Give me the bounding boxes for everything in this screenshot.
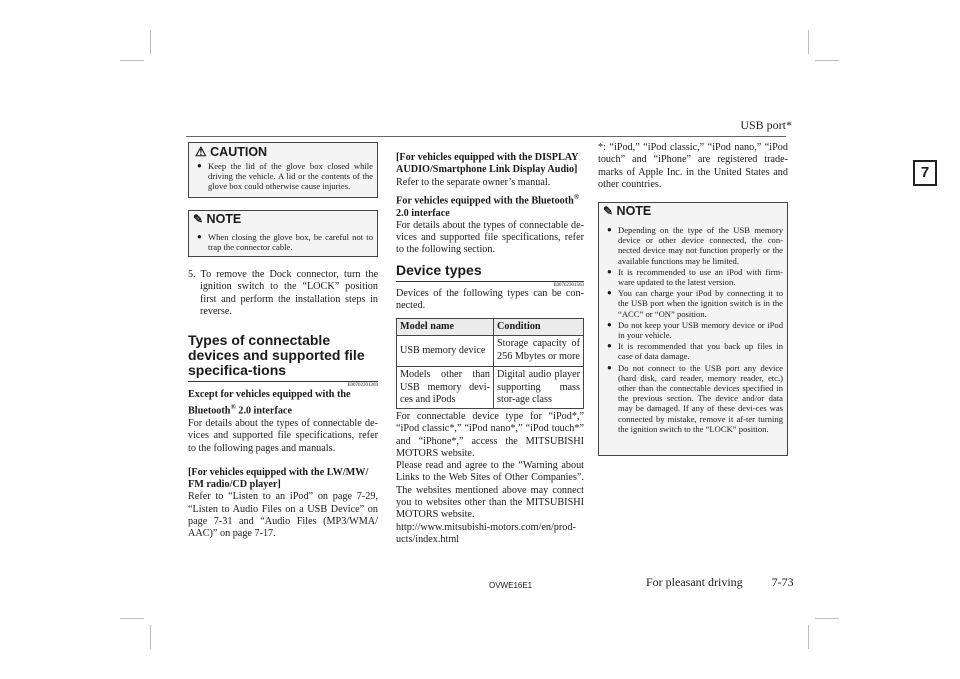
caution-item: ● Keep the lid of the glove box closed while driving the vehicle. A lid or the contents of the glove box could otherwise cause injuries. (197, 161, 373, 192)
types-body (188, 389, 378, 541)
crop-mark (150, 30, 151, 54)
note2-item: ● Do not keep your USB memory device or iPod in your vehicle. (607, 319, 783, 341)
bullet-icon: ● (607, 362, 612, 372)
note2-item: ● Depending on the type of the USB memory device or other device connected, the con-nected device may not function properly or the available functions may be limited. (607, 225, 783, 266)
note2-item: ● You can charge your iPod by connecting it to the USB port when the ignition switch is in the “ACC” or “ON” position. (607, 288, 783, 319)
crop-mark (150, 625, 151, 649)
bullet-icon: ● (197, 232, 202, 241)
table-row (397, 367, 584, 409)
trademark-note: *: “iPod,” “iPod classic,” “iPod nano,” “iPod touch” and “iPhone” are registered trade-marks of Apple Inc. in the United States and other countries. (598, 142, 788, 190)
note-body (197, 232, 373, 253)
caution-title: CAUTION (210, 145, 268, 159)
header-rule (186, 136, 786, 137)
device-body-1: For connectable device type for “iPod*,” “iPod classic*,” “iPod nano*,” “iPod touch*” and “iPhone*,” access the MITSUBISHI MOTORS website. (396, 411, 584, 459)
caution-title-row (195, 144, 267, 160)
note-item: ● When closing the glove box, be careful not to trap the connector cable. (197, 232, 373, 253)
middle-top (396, 152, 584, 257)
note-title-row (193, 212, 241, 226)
bullet-icon: ● (607, 266, 612, 276)
device-table (396, 318, 584, 409)
except-heading: Except for vehicles equipped with the Bluetooth® 2.0 interface (188, 389, 351, 417)
types-code: E00762201269 (347, 383, 378, 388)
bullet-icon: ● (607, 225, 612, 234)
table-header: Model name (397, 319, 494, 336)
note2-item: ● It is recommended to use an iPod with firm-ware updated to the latest version. (607, 266, 783, 288)
types-heading: Types of connectable devices and supported file specifica-tions (188, 332, 365, 378)
device-types-heading: Device types (396, 262, 482, 278)
note2-title-row (603, 204, 651, 218)
note-box-2 (598, 202, 788, 456)
bullet-icon: ● (607, 341, 612, 351)
footer-code: OVWE16E1 (489, 581, 533, 590)
bullet-icon: ● (197, 161, 202, 170)
table-cell: USB memory device (397, 336, 494, 367)
note2-title: NOTE (616, 204, 652, 218)
except-body: For details about the types of connectable de-vices and supported file specifications, refer to the following pages and manuals. (188, 417, 378, 454)
section-title: USB port* (740, 118, 792, 132)
table-cell: Storage capacity of 256 Mbytes or more (494, 336, 584, 367)
display-heading: [For vehicles equipped with the DISPLAY AUDIO/Smartphone Link Display Audio] (396, 152, 579, 176)
types-rule (188, 381, 378, 382)
note2-body (607, 225, 783, 435)
table-cell: Digital audio player supporting mass stor-age class (494, 367, 584, 409)
lw-heading: [For vehicles equipped with the LW/MW/ FM radio/CD player] (188, 466, 369, 491)
step-5: 5. To remove the Dock connector, turn the ignition switch to the “LOCK” position first and perform the installation steps in reverse. (188, 269, 378, 317)
note-title: NOTE (206, 212, 242, 226)
lw-body: Refer to “Listen to an iPod” on page 7-29, “Listen to Audio Files on a USB Device” on page 7-31 and “Audio Files (MP3/WMA/ AAC)” on page 7-17. (188, 491, 378, 540)
table-row (397, 336, 584, 367)
warning-triangle-icon: ⚠ (195, 144, 207, 159)
caution-body (197, 161, 373, 193)
bt-heading: For vehicles equipped with the Bluetooth® 2.0 interface (396, 192, 580, 219)
device-types-code: E00762301563 (553, 283, 584, 288)
crop-mark (120, 618, 144, 619)
crop-mark (815, 618, 839, 619)
crop-mark (808, 625, 809, 649)
device-intro: Devices of the following types can be con-nected. (396, 288, 584, 312)
bullet-icon: ● (607, 319, 612, 329)
chapter-tab: 7 (913, 160, 937, 186)
note-pencil-icon: ✎ (193, 212, 204, 226)
page-number: 7-73 (771, 575, 794, 589)
caution-box (188, 142, 378, 198)
device-body-2: Please read and agree to the “Warning about Links to the Web Sites of Other Companies”. The websites mentioned above may connect you to websites other than the MITSUBISHI MOTORS website. (396, 460, 584, 521)
crop-mark (815, 60, 839, 61)
bullet-icon: ● (607, 288, 612, 298)
note2-item: ● Do not connect to the USB port any device (hard disk, card reader, memory reader, etc.) other than the connectable devices specified in the previous section. The device and/or data may be damaged. If any of these devi-ces was connected by mistake, remove it af-ter turning the ignition switch to the “LOCK” position. (607, 362, 783, 434)
note-pencil-icon: ✎ (603, 204, 614, 218)
table-cell: Models other than USB memory devi-ces and iPods (397, 367, 494, 409)
note-box (188, 210, 378, 257)
device-body (396, 411, 584, 546)
display-body: Refer to the separate owner’s manual. (396, 176, 551, 188)
footer-section: For pleasant driving 7-73 (646, 575, 794, 589)
table-header: Condition (494, 319, 584, 336)
crop-mark (808, 30, 809, 54)
device-types-rule (396, 281, 584, 282)
note2-item: ● It is recommended that you back up files in case of data damage. (607, 341, 783, 362)
crop-mark (120, 60, 144, 61)
table-header-row (397, 319, 584, 336)
device-url: http://www.mitsubishi-motors.com/en/prod-ucts/index.html (396, 521, 576, 545)
bt-body: For details about the types of connectable de-vices and supported file specifications, refer to the following section. (396, 219, 584, 256)
